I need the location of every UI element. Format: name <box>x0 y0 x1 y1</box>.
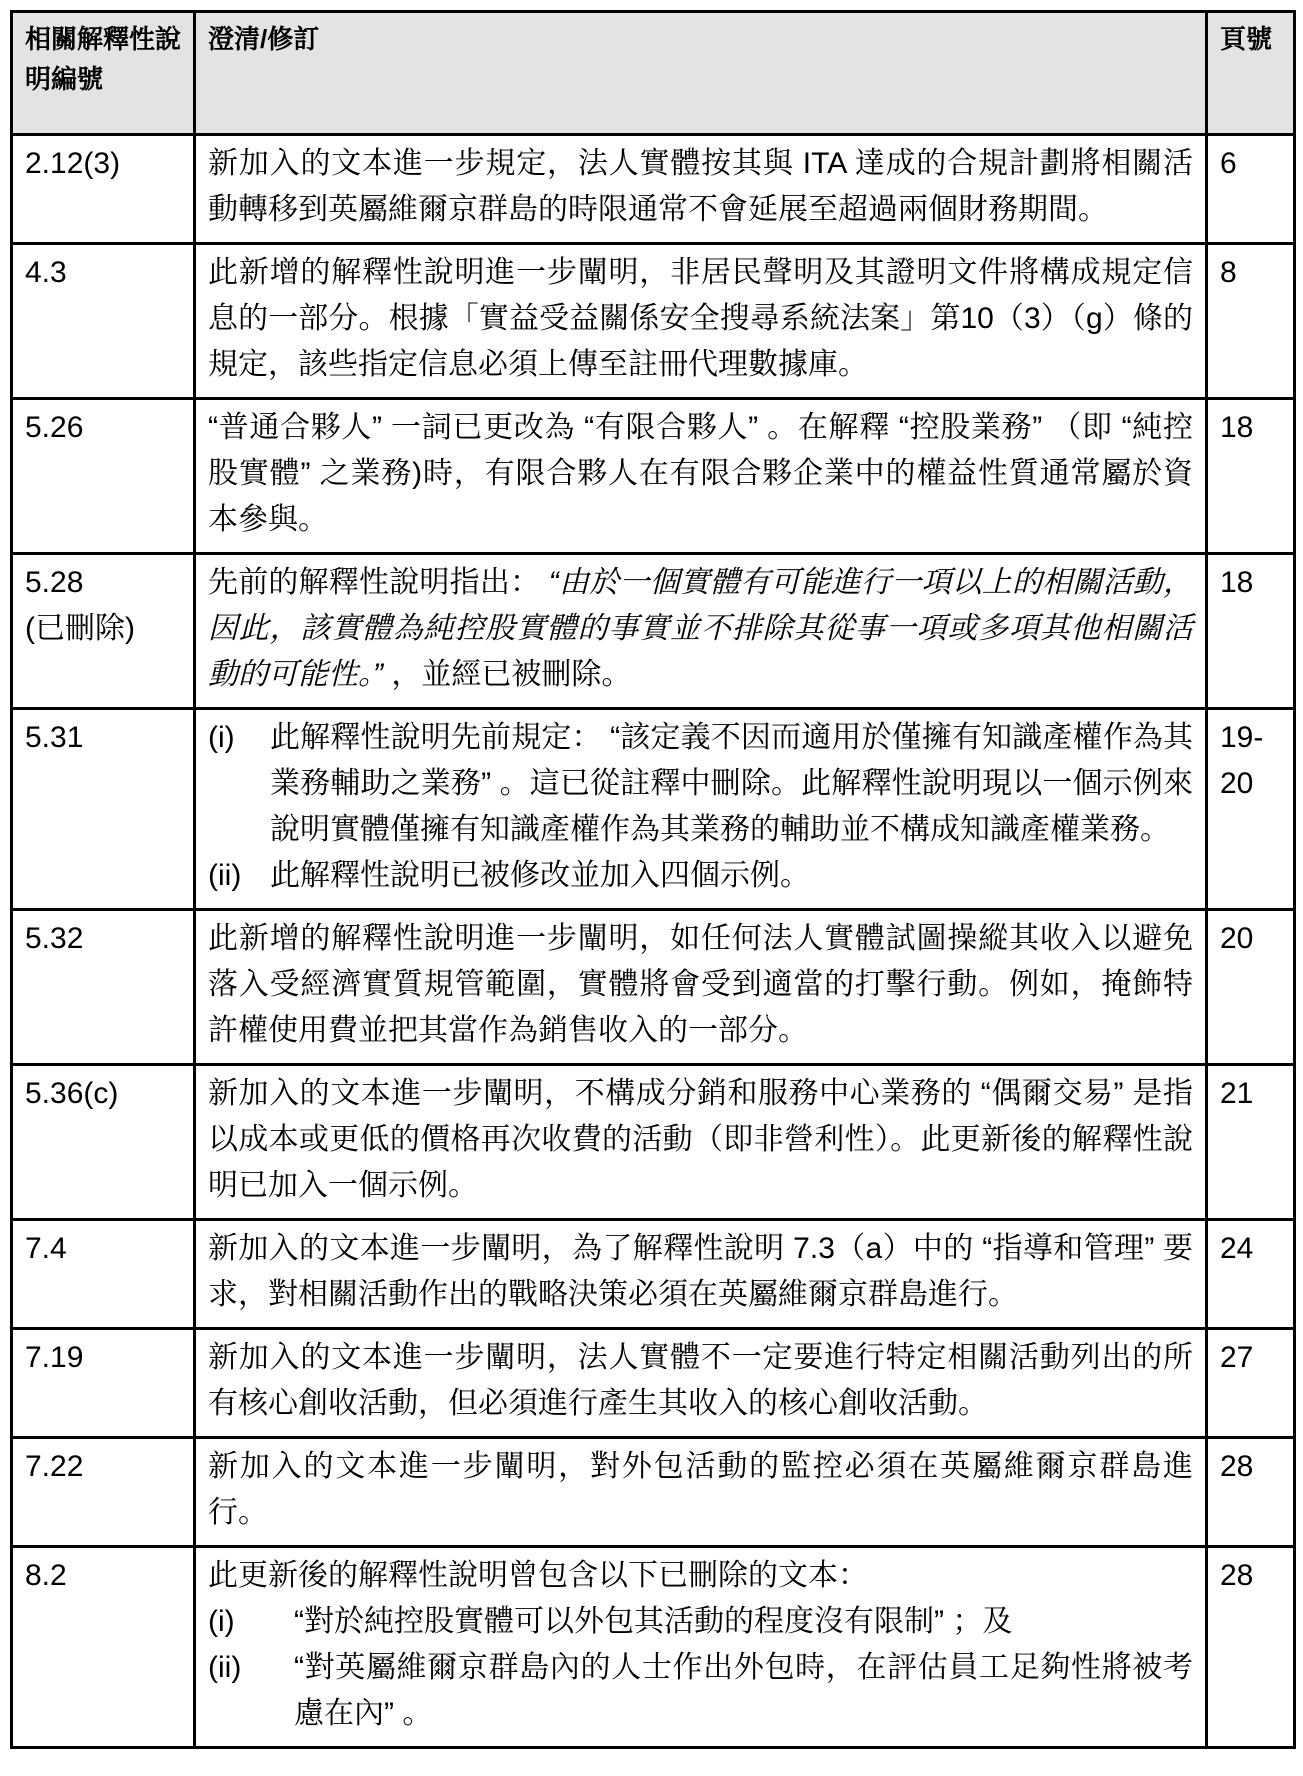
text-segment: 此更新後的解釋性說明曾包含以下已刪除的文本： <box>208 1559 868 1592</box>
paragraph <box>208 916 1193 1054</box>
table-row <box>12 1547 1295 1748</box>
list-marker: (ii) <box>208 859 242 892</box>
ref-number-cell <box>12 1220 195 1329</box>
ref-line: 7.4 <box>25 1232 67 1265</box>
list-item-text <box>270 715 1193 853</box>
ref-line: 5.28 <box>25 566 84 599</box>
table-row <box>12 910 1295 1065</box>
ref-line: 4.3 <box>25 256 67 289</box>
ref-line: (已刪除) <box>25 612 135 645</box>
text-segment: “普通合夥人” 一詞已更改為 “有限合夥人” 。在解釋 “控股業務” （即 “純控股實體” 之業務)時，有限合夥人在有限合夥企業中的權益性質通常屬於資本參與。 <box>208 411 1193 536</box>
list-item <box>208 715 1193 853</box>
ref-line: 7.19 <box>25 1341 84 1374</box>
list-item-text <box>270 853 1193 899</box>
header-page-number: 頁號 <box>1207 12 1295 135</box>
table-row <box>12 1438 1295 1547</box>
ref-line: 7.22 <box>25 1450 84 1483</box>
page-number-cell: 21 <box>1207 1065 1295 1220</box>
paragraph <box>208 250 1193 388</box>
table-row <box>12 1329 1295 1438</box>
clarification-cell <box>195 1065 1207 1220</box>
text-segment: 新加入的文本進一步闡明，法人實體不一定要進行特定相關活動列出的所有核心創收活動，但必須進行產生其收入的核心創收活動。 <box>208 1341 1193 1420</box>
text-segment: “對於純控股實體可以外包其活動的程度沒有限制” ；及 <box>294 1605 1013 1638</box>
list-marker: (i) <box>208 721 235 754</box>
page-number-cell: 28 <box>1207 1547 1295 1748</box>
ref-number-cell <box>12 1547 195 1748</box>
paragraph <box>208 560 1193 698</box>
ref-line: 8.2 <box>25 1559 67 1592</box>
ref-number-cell <box>12 1329 195 1438</box>
clarification-cell <box>195 1220 1207 1329</box>
ref-line: 5.26 <box>25 411 84 444</box>
header-clarification: 澄清/修訂 <box>195 12 1207 135</box>
table-body <box>12 135 1295 1748</box>
clarification-cell <box>195 709 1207 910</box>
table-row <box>12 399 1295 554</box>
text-segment: 新加入的文本進一步闡明，不構成分銷和服務中心業務的 “偶爾交易” 是指以成本或更低的價格再次收費的活動（即非營利性）。此更新後的解釋性說明已加入一個示例。 <box>208 1077 1193 1202</box>
ref-number-cell <box>12 1065 195 1220</box>
list-item <box>208 1645 1193 1737</box>
clarification-cell <box>195 135 1207 244</box>
page-number-cell: 6 <box>1207 135 1295 244</box>
table-row <box>12 1220 1295 1329</box>
paragraph <box>208 1335 1193 1427</box>
ref-number-cell <box>12 709 195 910</box>
paragraph <box>208 1444 1193 1536</box>
clarification-cell <box>195 1438 1207 1547</box>
ref-number-cell <box>12 399 195 554</box>
list-item <box>208 853 1193 899</box>
ref-line: 5.31 <box>25 721 84 754</box>
paragraph <box>208 1071 1193 1209</box>
table-row <box>12 709 1295 910</box>
paragraph <box>208 1226 1193 1318</box>
clarification-cell <box>195 244 1207 399</box>
clarification-cell <box>195 1329 1207 1438</box>
table-header <box>12 12 1295 135</box>
header-ref-number: 相關解釋性說明編號 <box>12 12 195 135</box>
quoted-italic-text: “由於一個實體有可能進行一項以上的相關活動，因此，該實體為純控股實體的事實並不排除其從事一項或多項其他相關活動的可能性。” <box>208 566 1193 691</box>
page-number-cell: 24 <box>1207 1220 1295 1329</box>
ref-number-cell <box>12 135 195 244</box>
page-number-cell: 20 <box>1207 910 1295 1065</box>
text-segment: 此解釋性說明先前規定： “該定義不因而適用於僅擁有知識產權作為其業務輔助之業務” 。這已從註釋中刪除。此解釋性說明現以一個示例來說明實體僅擁有知識產權作為其業務的輔助並不構成知識產權業務。 <box>270 721 1193 846</box>
page-number-cell: 28 <box>1207 1438 1295 1547</box>
text-segment: 此新增的解釋性說明進一步闡明，如任何法人實體試圖操縱其收入以避免落入受經濟實質規管範圍，實體將會受到適當的打擊行動。例如，掩飾特許權使用費並把其當作為銷售收入的一部分。 <box>208 922 1193 1047</box>
page-number-cell: 27 <box>1207 1329 1295 1438</box>
text-segment: 新加入的文本進一步闡明，對外包活動的監控必須在英屬維爾京群島進行。 <box>208 1450 1193 1529</box>
ref-line: 2.12(3) <box>25 147 121 180</box>
page-number-cell: 19-20 <box>1207 709 1295 910</box>
text-segment: 此解釋性說明已被修改並加入四個示例。 <box>270 859 810 892</box>
clarification-cell <box>195 399 1207 554</box>
clarification-cell <box>195 1547 1207 1748</box>
table-row <box>12 244 1295 399</box>
ref-number-cell <box>12 244 195 399</box>
list-item-text <box>294 1645 1193 1737</box>
list-item-text <box>294 1599 1193 1645</box>
text-segment: 新加入的文本進一步闡明，為了解釋性說明 7.3（a）中的 “指導和管理” 要求，對相關活動作出的戰略決策必須在英屬維爾京群島進行。 <box>208 1232 1193 1311</box>
text-segment: “對英屬維爾京群島內的人士作出外包時，在評估員工足夠性將被考慮在內” 。 <box>294 1651 1193 1730</box>
text-segment: 新加入的文本進一步規定，法人實體按其與 ITA 達成的合規計劃將相關活動轉移到英屬維爾京群島的時限通常不會延展至超過兩個財務期間。 <box>208 147 1193 226</box>
ref-line: 5.32 <box>25 922 84 955</box>
list-marker: (ii) <box>208 1651 242 1684</box>
page-number-cell: 18 <box>1207 554 1295 709</box>
text-segment: ，並經已被刪除。 <box>383 658 632 691</box>
list-item <box>208 1599 1193 1645</box>
table-row <box>12 1065 1295 1220</box>
header-row <box>12 12 1295 135</box>
ref-number-cell <box>12 1438 195 1547</box>
paragraph <box>208 405 1193 543</box>
text-segment: 此新增的解釋性說明進一步闡明，非居民聲明及其證明文件將構成規定信息的一部分。根據「實益受益關係安全搜尋系統法案」第10（3）（g）條的規定，該些指定信息必須上傳至註冊代理數據庫。 <box>208 256 1193 381</box>
clarification-cell <box>195 554 1207 709</box>
page-number-cell: 18 <box>1207 399 1295 554</box>
table-row <box>12 135 1295 244</box>
ref-number-cell <box>12 554 195 709</box>
table-row <box>12 554 1295 709</box>
paragraph <box>208 1553 1193 1599</box>
text-segment: 先前的解釋性說明指出： <box>208 566 549 599</box>
list-marker: (i) <box>208 1605 235 1638</box>
page-number-cell: 8 <box>1207 244 1295 399</box>
ref-line: 5.36(c) <box>25 1077 119 1110</box>
clarification-cell <box>195 910 1207 1065</box>
revisions-table <box>10 10 1296 1749</box>
ref-number-cell <box>12 910 195 1065</box>
paragraph <box>208 141 1193 233</box>
